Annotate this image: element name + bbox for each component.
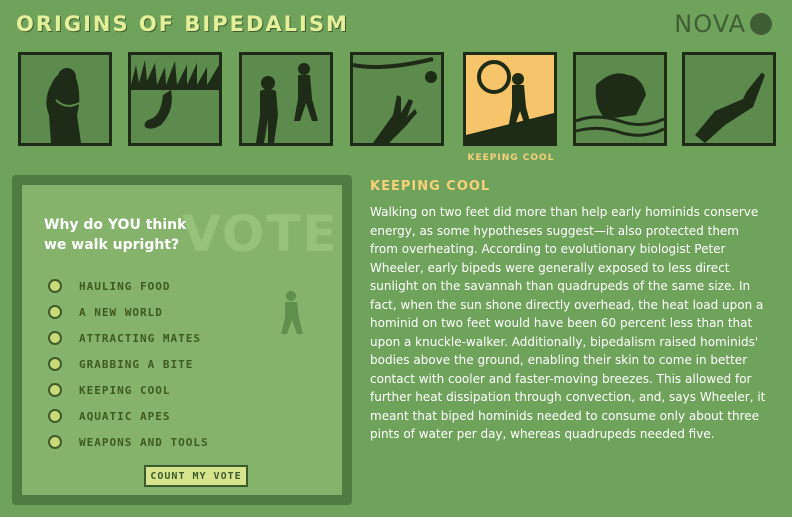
nova-logo[interactable]	[674, 10, 772, 38]
radio-button[interactable]	[48, 409, 62, 423]
radio-button[interactable]	[48, 279, 62, 293]
pbs-logo-icon	[750, 13, 772, 35]
radio-button[interactable]	[48, 357, 62, 371]
hominid-swimming-icon	[576, 55, 664, 143]
vote-option-a-new-world[interactable]	[48, 299, 209, 325]
thumb-hominid-swimming[interactable]	[573, 52, 667, 146]
vote-option-hauling-food[interactable]	[48, 273, 209, 299]
vote-option-keeping-cool[interactable]	[48, 377, 209, 403]
hand-reaching-fruit-icon	[353, 55, 441, 143]
article-title: KEEPING COOL	[370, 179, 491, 194]
nova-logo-text: NOVA	[674, 10, 746, 38]
radio-button[interactable]	[48, 383, 62, 397]
radio-button[interactable]	[48, 331, 62, 345]
vote-option-label: KEEPING COOL	[79, 383, 171, 397]
article-body: Walking on two feet did more than help early hominids conserve energy, as some hypotheses suggest—it also protected them from overheating. According to evolutionary biologist Peter Wheeler, early bipeds were generally exposed to less direct sunlight on the savannah than quadrupeds of the same size. In fact, when the sun shone directly overhead, the heat load upon a hominid on two feet would have been 60 percent less than that upon a knuckle-walker. Additionally, bipedalism raised hominids' bodies above the ground, enabling their skin to come in better contact with cooler and faster-moving breezes. This allowed for further heat dissipation through convection, and, says Wheeler, it meant that biped hominids needed to consume only about three pints of water per day, whereas quadrupeds needed five.	[370, 205, 766, 441]
foot-in-grass-icon	[131, 55, 219, 143]
vote-options	[48, 273, 209, 455]
vote-option-label: ATTRACTING MATES	[79, 331, 201, 345]
active-topic-label: KEEPING COOL	[467, 153, 555, 163]
vote-option-weapons-and-tools[interactable]	[48, 429, 209, 455]
walking-hominid-icon	[277, 290, 303, 336]
vote-option-label: AQUATIC APES	[79, 409, 171, 423]
vote-watermark: VOTE	[182, 205, 339, 263]
hominid-holding-infant-icon	[21, 55, 109, 143]
hominids-walking-icon	[242, 55, 330, 143]
vote-option-label: HAULING FOOD	[79, 279, 171, 293]
vote-option-label: WEAPONS AND TOOLS	[79, 435, 209, 449]
vote-option-label: GRABBING A BITE	[79, 357, 194, 371]
thumb-foot-in-grass[interactable]	[128, 52, 222, 146]
thumb-hominid-holding-infant[interactable]	[18, 52, 112, 146]
vote-option-attracting-mates[interactable]	[48, 325, 209, 351]
vote-option-label: A NEW WORLD	[79, 305, 163, 319]
vote-panel-inner	[22, 185, 342, 495]
vote-question: Why do YOU think we walk upright?	[44, 217, 187, 253]
vote-panel	[12, 175, 352, 505]
thumb-hand-reaching-fruit[interactable]	[350, 52, 444, 146]
count-my-vote-button[interactable]: COUNT MY VOTE	[144, 465, 248, 487]
radio-button[interactable]	[48, 435, 62, 449]
vote-option-grabbing-a-bite[interactable]	[48, 351, 209, 377]
topic-thumbnails	[0, 52, 792, 167]
thumb-hominid-under-sun[interactable]	[463, 52, 557, 146]
hominid-under-sun-icon	[466, 55, 554, 143]
page-title: ORIGINS OF BIPEDALISM	[16, 12, 349, 36]
thumb-hand-holding-tool[interactable]	[682, 52, 776, 146]
radio-button[interactable]	[48, 305, 62, 319]
thumb-hominids-walking[interactable]	[239, 52, 333, 146]
vote-option-aquatic-apes[interactable]	[48, 403, 209, 429]
hand-holding-tool-icon	[685, 55, 773, 143]
